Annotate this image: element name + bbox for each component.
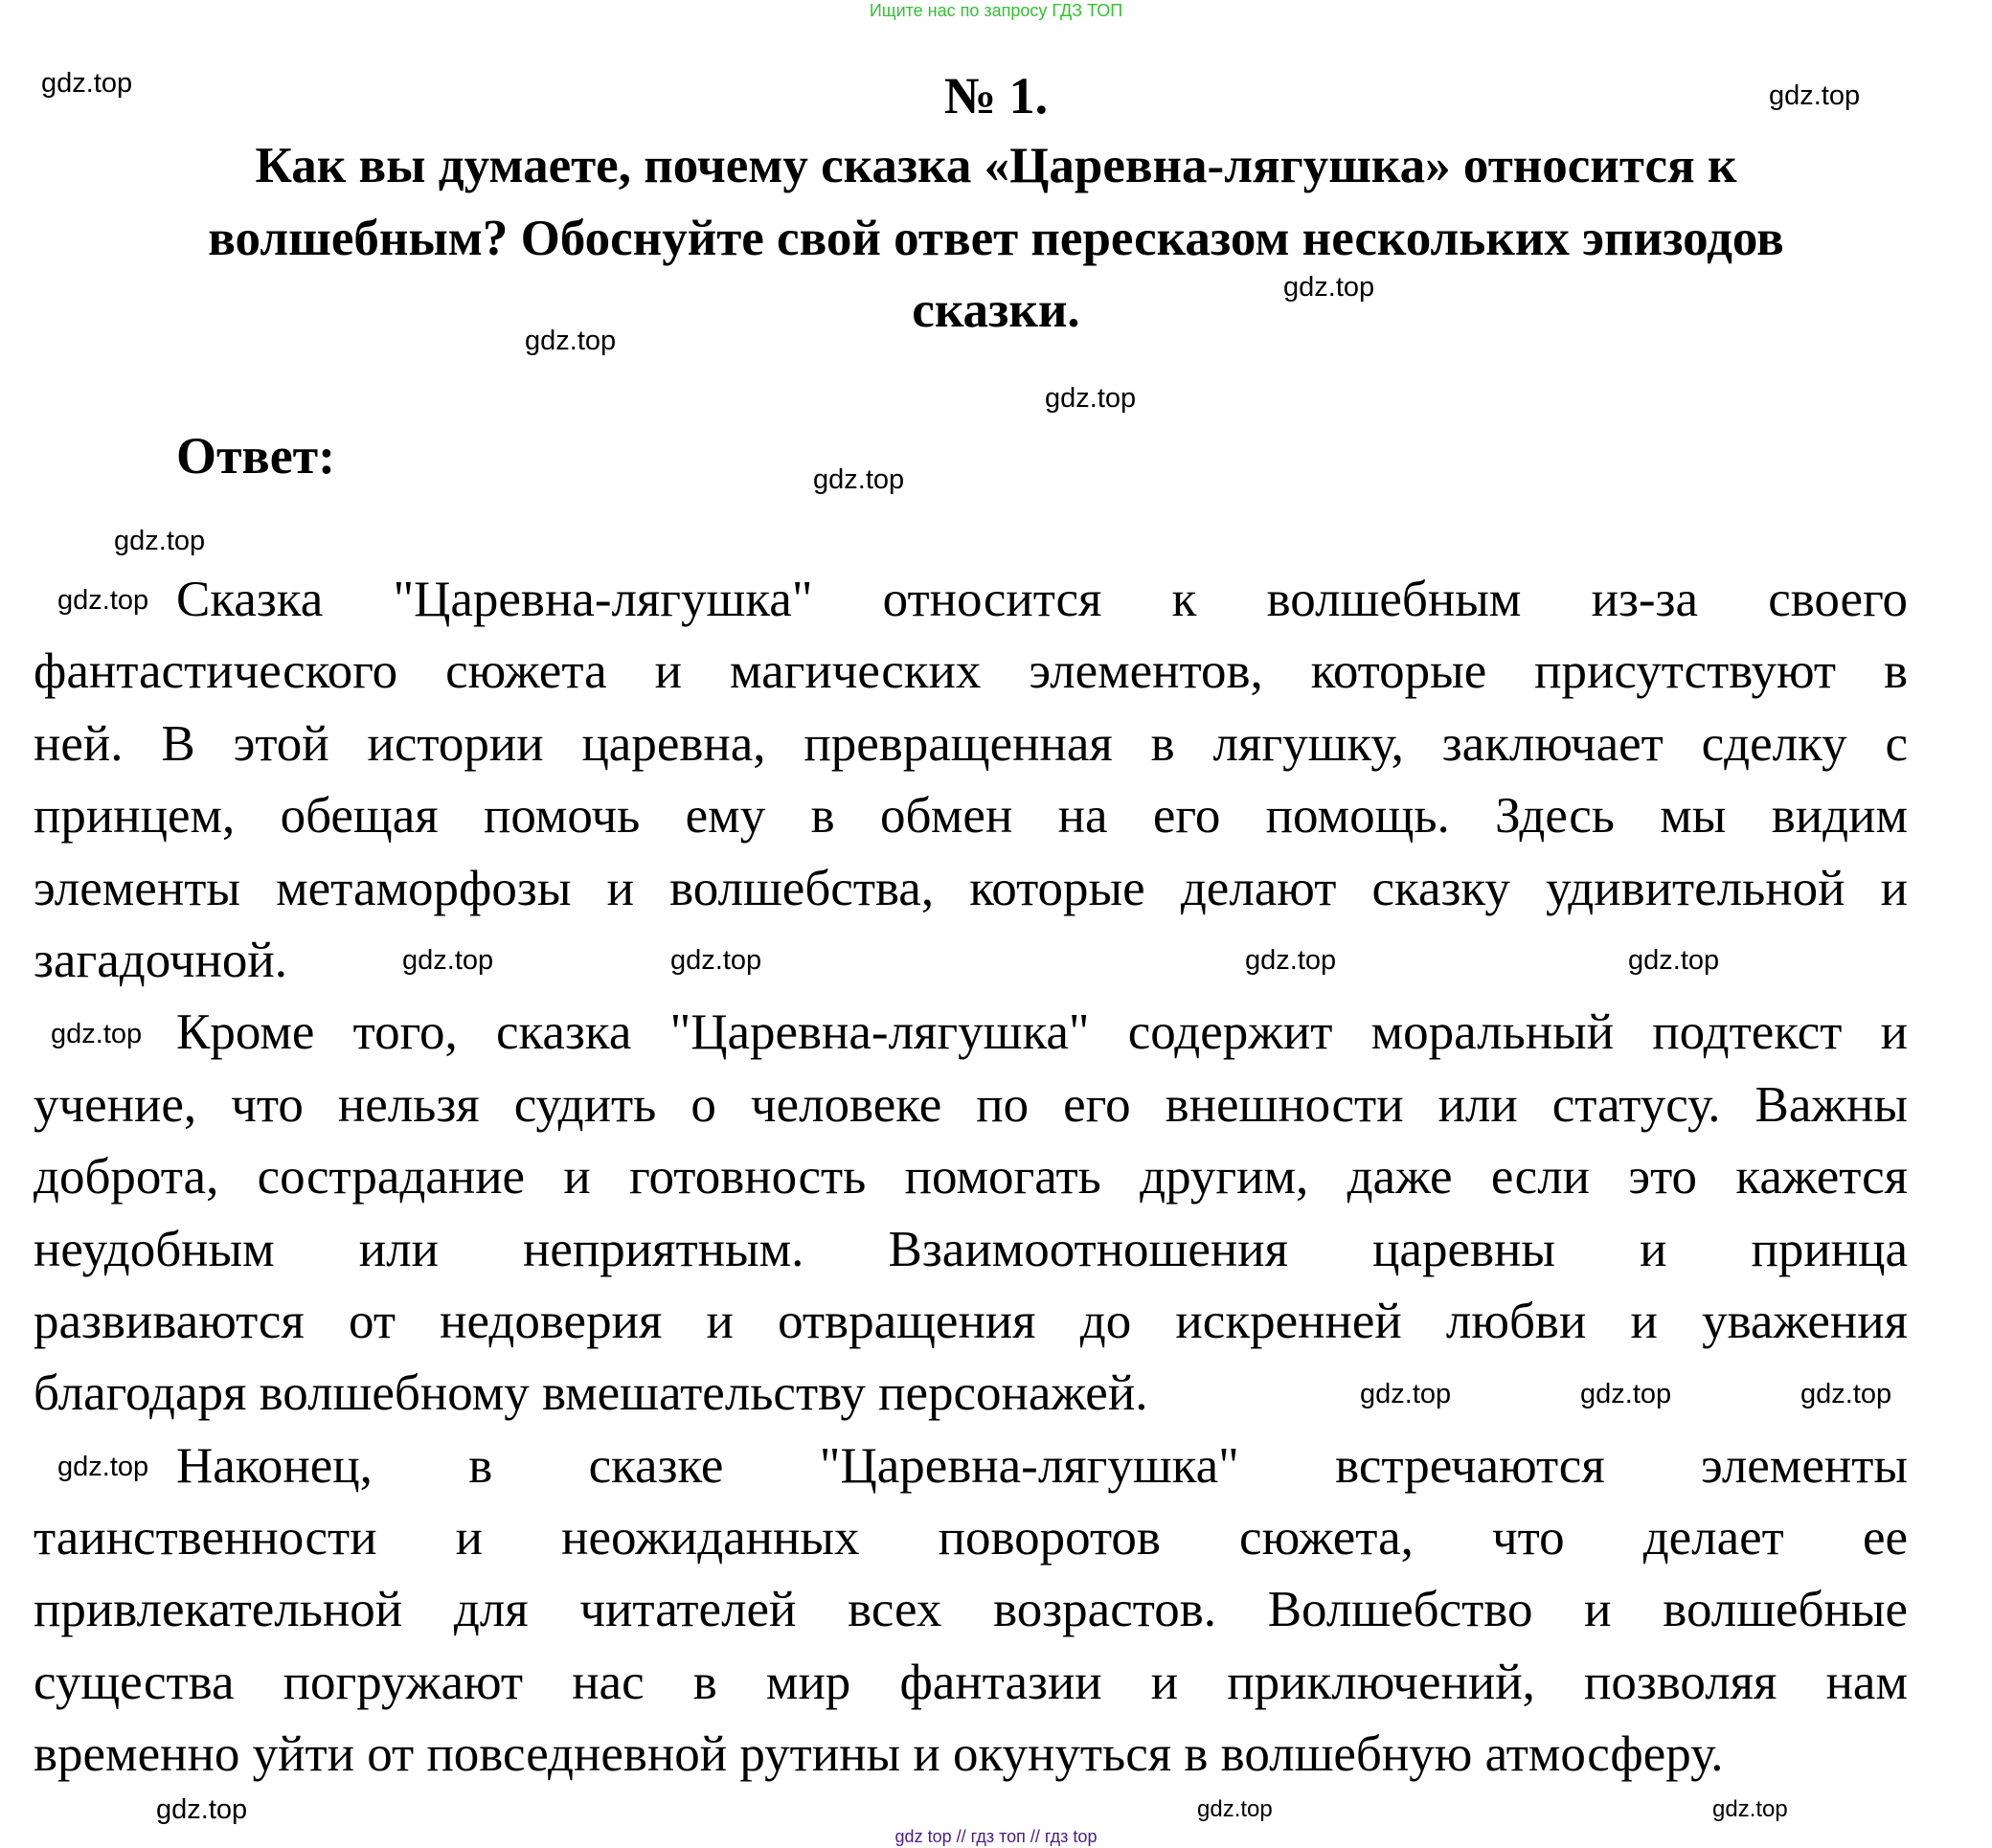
text-line: неудобным или неприятным. Взаимоотношения царевны и принца [34, 1221, 1908, 1277]
watermark: gdz.top [1800, 1379, 1892, 1409]
text-line: Наконец, в сказке "Царевна-лягушка" встречаются элементы [176, 1437, 1908, 1494]
watermark: gdz.top [1712, 1796, 1788, 1822]
watermark: gdz.top [1045, 383, 1137, 414]
watermark: gdz.top [1580, 1379, 1672, 1409]
text-line: развиваются от недоверия и отвращения до искренней любви и уважения [34, 1293, 1908, 1349]
answer-label: Ответ: [176, 427, 336, 485]
text-line: элементы метаморфозы и волшебства, которые делают сказку удивительной и [34, 860, 1908, 916]
footer-links[interactable]: gdz top // гдз топ // гдз top [894, 1827, 1098, 1846]
text-line: привлекательной для читателей всех возрастов. Волшебство и волшебные [34, 1582, 1908, 1638]
text-line: Сказка "Царевна-лягушка" относится к волшебным из-за своего [176, 572, 1908, 627]
watermark: gdz.top [1197, 1796, 1273, 1822]
watermark: gdz.top [670, 945, 762, 976]
answer-body [34, 564, 1908, 1792]
text-line: загадочной. [34, 932, 287, 988]
text-line: принцем, обещая помочь ему в обмен на его помощь. Здесь мы видим [34, 788, 1908, 845]
watermark: gdz.top [57, 1452, 149, 1482]
watermark: gdz.top [1360, 1379, 1452, 1409]
watermark: gdz.top [114, 526, 206, 556]
watermark: gdz.top [1283, 272, 1375, 303]
watermark: gdz.top [402, 945, 494, 976]
watermark: gdz.top [57, 585, 149, 616]
watermark: gdz.top [156, 1794, 248, 1825]
question-line: волшебным? Обоснуйте свой ответ пересказом нескольких эпизодов [208, 210, 1784, 266]
text-line: учение, что нельзя судить о человеке по его внешности или статусу. Важны [34, 1076, 1908, 1133]
text-line: временно уйти от повседневной рутины и окунуться в волшебную атмосферу. [34, 1726, 1724, 1783]
watermark: gdz.top [525, 326, 617, 356]
text-line: ней. В этой истории царевна, превращенная в лягушку, заключает сделку с [34, 715, 1908, 772]
text-line: благодаря волшебному вмешательству персонажей. [34, 1365, 1148, 1422]
watermark: gdz.top [51, 1019, 143, 1049]
text-line: таинственности и неожиданных поворотов сюжета, что делает ее [34, 1510, 1908, 1566]
top-banner[interactable]: Ищите нас по запросу ГДЗ ТОП [869, 1, 1123, 20]
text-line: доброта, сострадание и готовность помогать другим, даже если это кажется [34, 1149, 1908, 1206]
question-line: Как вы думаете, почему сказка «Царевна-лягушка» относится к [255, 138, 1737, 193]
watermark: gdz.top [1769, 80, 1861, 111]
watermark: gdz.top [41, 68, 133, 99]
question [57, 130, 1935, 348]
watermark: gdz.top [1628, 945, 1720, 976]
question-line: сказки. [912, 282, 1080, 338]
text-line: существа погружают нас в мир фантазии и приключений, позволяя нам [34, 1654, 1908, 1710]
text-line: фантастического сюжета и магических элементов, которые присутствуют в [34, 643, 1908, 700]
watermark: gdz.top [813, 464, 905, 495]
watermark: gdz.top [1245, 945, 1337, 976]
text-line: Кроме того, сказка "Царевна-лягушка" содержит моральный подтекст и [176, 1004, 1908, 1061]
task-number: № 1. [943, 67, 1049, 124]
